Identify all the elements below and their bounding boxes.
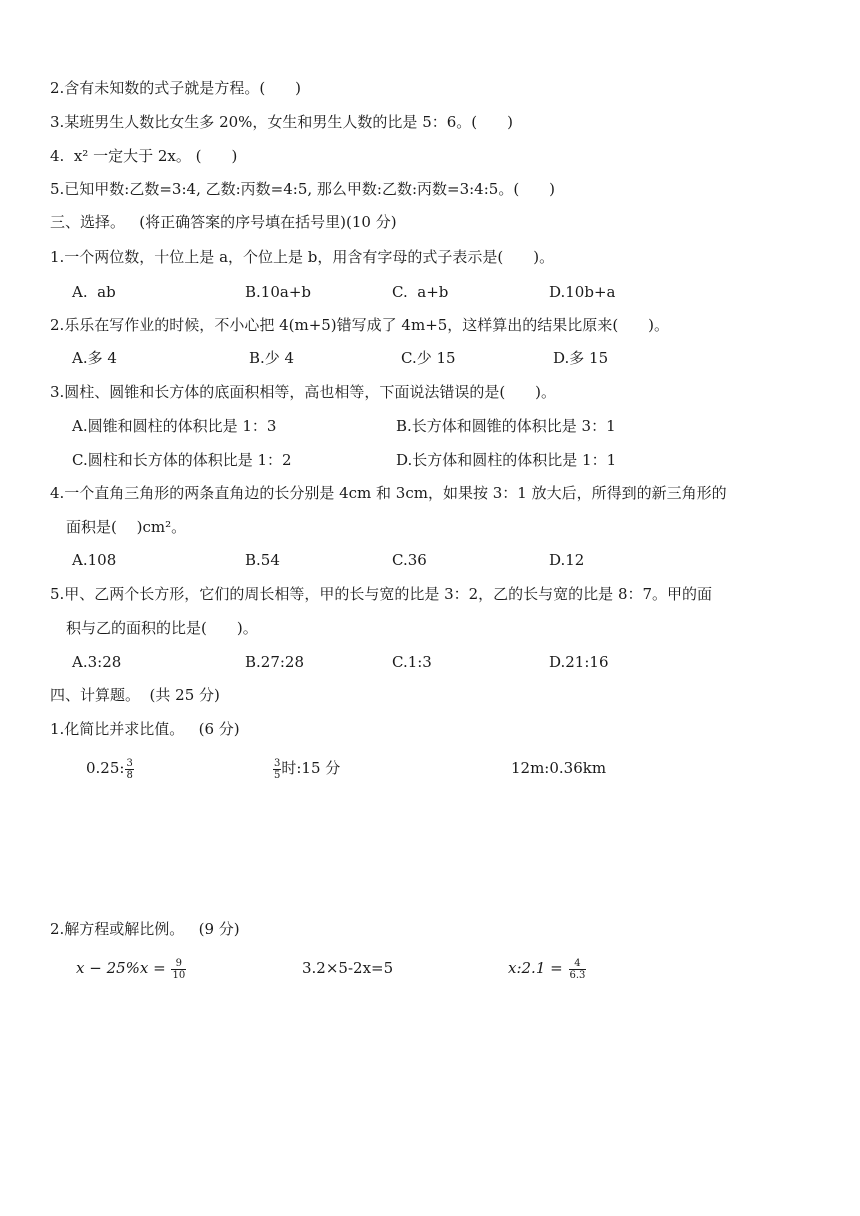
choice-question-4-stem-cont: 面积是( )cm²。 (66, 518, 187, 536)
choice-question-1-option-a: A. ab (72, 283, 116, 301)
choice-question-2-option-b: B.少 4 (249, 349, 295, 367)
section-4-heading: 四、计算题。 (共 25 分) (50, 686, 220, 704)
ratio-expression-2 (272, 756, 340, 781)
equation-3-left: x:2.1 = (508, 959, 563, 977)
judge-question-5: 5.已知甲数:乙数=3:4, 乙数:丙数=4:5, 那么甲数:乙数:丙数=3:4:5。( ) (50, 180, 556, 198)
equation-3 (508, 956, 586, 981)
choice-question-2-option-d: D.多 15 (553, 349, 609, 367)
choice-question-2-option-c: C.少 15 (401, 349, 456, 367)
choice-question-2-option-a: A.多 4 (72, 349, 117, 367)
fraction-numerator: 3 (126, 757, 133, 769)
choice-question-5-option-a: A.3:28 (72, 653, 122, 671)
equation-1 (76, 956, 186, 981)
choice-question-3-stem: 3.圆柱、圆锥和长方体的底面积相等，高也相等，下面说法错误的是( )。 (50, 383, 557, 401)
section-3-heading: 三、选择。 (将正确答案的序号填在括号里)(10 分) (50, 213, 397, 231)
choice-question-1-option-b: B.10a+b (245, 283, 311, 301)
fraction (171, 958, 186, 981)
choice-question-3-option-c: C.圆柱和长方体的体积比是 1：2 (72, 451, 292, 469)
calc-part-2-title: 2.解方程或解比例。 (9 分) (50, 920, 240, 938)
fraction-numerator: 4 (569, 958, 587, 970)
choice-question-3-option-d: D.长方体和圆柱的体积比是 1：1 (396, 451, 617, 469)
choice-question-5-stem-cont: 积与乙的面积的比是( )。 (66, 619, 258, 637)
judge-question-3: 3.某班男生人数比女生多 20%，女生和男生人数的比是 5：6。( ) (50, 113, 513, 131)
choice-question-3-option-a: A.圆锥和圆柱的体积比是 1：3 (72, 417, 277, 435)
choice-question-5-stem: 5.甲、乙两个长方形，它们的周长相等，甲的长与宽的比是 3：2，乙的长与宽的比是 8：7。甲的面 (50, 585, 713, 603)
equation-1-left: x − 25%x = (76, 959, 166, 977)
choice-question-1-stem: 1.一个两位数，十位上是 a，个位上是 b，用含有字母的式子表示是( )。 (50, 248, 555, 266)
fraction (125, 758, 133, 781)
fraction-denominator: 5 (274, 769, 281, 781)
choice-question-5-option-d: D.21:16 (549, 653, 609, 671)
fraction (569, 958, 587, 981)
choice-question-5-option-b: B.27:28 (245, 653, 305, 671)
ratio-expression-3: 12m:0.36km (511, 759, 607, 777)
fraction-numerator: 9 (171, 958, 186, 970)
choice-question-4-option-c: C.36 (392, 551, 427, 569)
ratio-expression-1-left: 0.25: (86, 759, 125, 777)
choice-question-2-stem: 2.乐乐在写作业的时候，不小心把 4(m+5)错写成了 4m+5，这样算出的结果比原来( )。 (50, 316, 670, 334)
choice-question-4-stem: 4.一个直角三角形的两条直角边的长分别是 4cm 和 3cm，如果按 3：1 放大后，所得到的新三角形的 (50, 484, 727, 502)
choice-question-4-option-a: A.108 (72, 551, 117, 569)
choice-question-4-option-b: B.54 (245, 551, 280, 569)
choice-question-3-option-b: B.长方体和圆锥的体积比是 3：1 (396, 417, 616, 435)
calc-part-1-title: 1.化简比并求比值。 (6 分) (50, 720, 240, 738)
equation-2: 3.2×5-2x=5 (302, 959, 394, 977)
choice-question-4-option-d: D.12 (549, 551, 585, 569)
judge-question-4: 4. x² 一定大于 2x。 ( ) (50, 147, 238, 165)
fraction-denominator: 8 (126, 769, 133, 781)
fraction-denominator: 6.3 (569, 969, 586, 981)
fraction-numerator: 3 (274, 757, 281, 769)
choice-question-1-option-c: C. a+b (392, 283, 449, 301)
choice-question-5-option-c: C.1:3 (392, 653, 432, 671)
ratio-expression-1 (86, 756, 134, 781)
choice-question-1-option-d: D.10b+a (549, 283, 616, 301)
ratio-expression-2-right: 时:15 分 (281, 759, 341, 777)
judge-question-2: 2.含有未知数的式子就是方程。( ) (50, 79, 302, 97)
fraction-denominator: 10 (172, 969, 186, 981)
